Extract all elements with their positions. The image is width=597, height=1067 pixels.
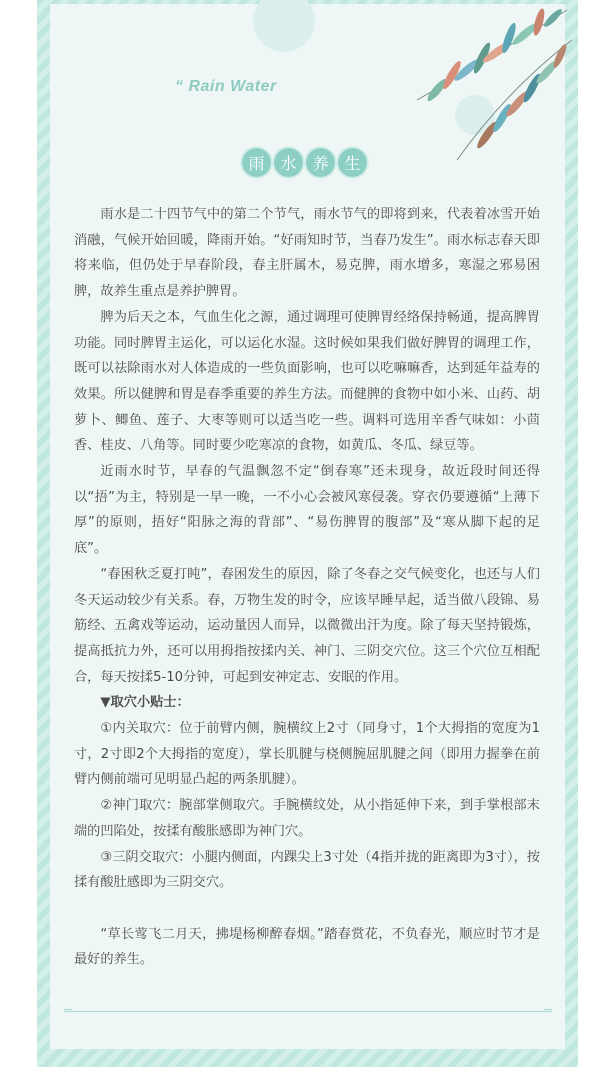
spacer (74, 896, 540, 922)
divider-ornament-icon: ⌐ (63, 1003, 74, 1017)
paragraph: “春困秋乏夏打盹”，春困发生的原因，除了冬春之交气候变化，也还与人们冬天运动较少有关系。春，万物生发的时令，应该早睡早起，适当做八段锦、易筋经、五禽戏等运动，运动量因人而异，以微微出汗为度。除了每天坚持锻炼，提高抵抗力外，还可以用拇指按揉内关、神门、三阴交穴位。这三个穴位互相配合，每天按揉5-10分钟，可起到安神定志、安眠的作用。 (74, 566, 540, 685)
title-char: 养 (306, 148, 335, 177)
leaf-branch-illustration (397, 0, 577, 170)
article-body (74, 202, 540, 973)
tip-item: ②神门取穴：腕部掌侧取穴。手腕横纹处，从小指延伸下来，到手掌根部末端的凹陷处，按揉有酸胀感即为神门穴。 (74, 798, 540, 839)
title-char: 水 (274, 148, 303, 177)
tips-heading: ▼取穴小贴士： (100, 695, 190, 711)
page-title (242, 148, 367, 177)
title-char: 生 (338, 148, 367, 177)
tip-item: ③三阴交取穴：小腿内侧面，内踝尖上3寸处（4指并拢的距离即为3寸），按揉有酸肚感即为三阴交穴。 (74, 849, 540, 891)
paragraph: 雨水是二十四节气中的第二个节气，雨水节气的即将到来，代表着冰雪开始消融，气候开始回暖，降雨开始。“好雨知时节，当春乃发生”。雨水标志春天即将来临，但仍处于早春阶段，春主肝属木，易克脾，雨水增多，寒湿之邪易困脾，故养生重点是养护脾胃。 (74, 207, 540, 300)
closing-paragraph: “草长莺飞二月天，拂堤杨柳醉春烟。”踏春赏花，不负春光，顺应时节才是最好的养生。 (74, 926, 540, 968)
paragraph: 脾为后天之本，气血生化之源，通过调理可使脾胃经络保持畅通，提高脾胃功能。同时脾胃主运化，可以运化水湿。这时候如果我们做好脾胃的调理工作，既可以祛除雨水对人体造成的一些负面影响，也可以吃嘛嘛香，达到延年益寿的效果。所以健脾和胃是春季重要的养生方法。而健脾的食物中如小米、山药、胡萝卜、鲫鱼、莲子、大枣等则可以适当吃一些。调料可选用辛香气味如：小茴香、桂皮、八角等。同时要少吃寒凉的食物，如黄瓜、冬瓜、绿豆等。 (74, 309, 540, 454)
divider-line (66, 1011, 550, 1012)
paragraph: 近雨水时节，早春的气温飘忽不定“倒春寒”还未现身，故近段时间还得以“捂”为主，特别是一早一晚，一不小心会被风寒侵袭。穿衣仍要遵循“上薄下厚”的原则，捂好“阳脉之海的背部”、“易伤脾胃的腹部”及“寒从脚下起的足底”。 (74, 464, 540, 557)
title-char: 雨 (242, 148, 271, 177)
tip-item: ①内关取穴：位于前臂内侧，腕横纹上2寸（同身寸，1个大拇指的宽度为1寸，2寸即2个大拇指的宽度），掌长肌腱与桡侧腕屈肌腱之间（即用力握拳在前臂内侧前端可见明显凸起的两条肌腱）。 (74, 721, 540, 788)
divider-ornament-icon: ¬ (543, 1003, 554, 1017)
rain-water-label: “ Rain Water (175, 78, 277, 95)
